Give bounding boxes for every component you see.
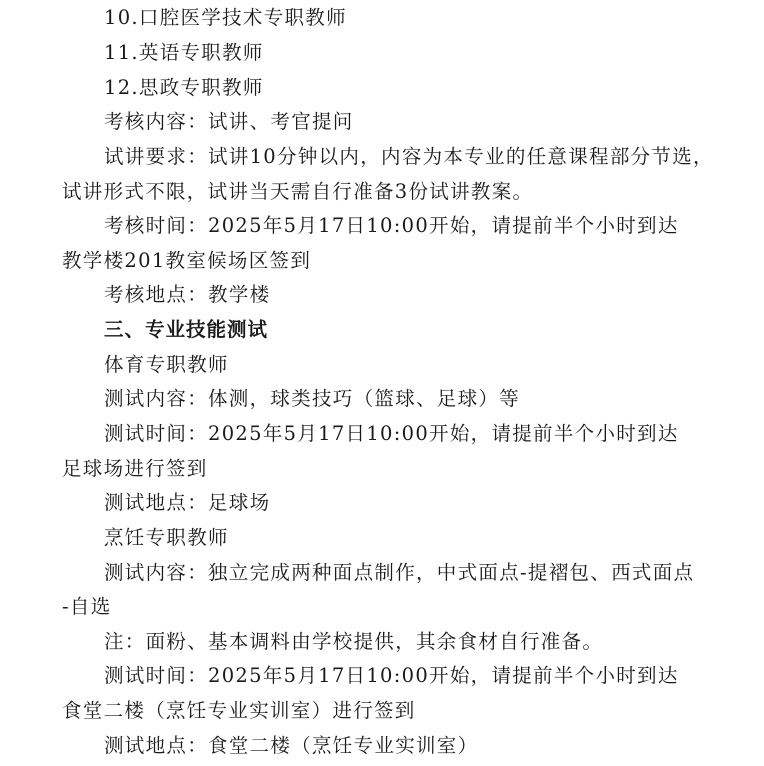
- pe-test-time-cont: 足球场进行签到: [62, 457, 208, 480]
- cooking-test-time-cont: 食堂二楼（烹饪专业实训室）进行签到: [62, 699, 416, 722]
- exam-time-cont: 教学楼201教室候场区签到: [62, 249, 312, 272]
- list-item-10: 10.口腔医学技术专职教师: [104, 6, 347, 29]
- section-heading-3: 三、专业技能测试: [104, 318, 269, 341]
- lecture-requirement-cont: 试讲形式不限，试讲当天需自行准备3份试讲教案。: [62, 180, 534, 203]
- pe-test-location: 测试地点：足球场: [104, 491, 271, 514]
- pe-test-content: 测试内容：体测，球类技巧（篮球、足球）等: [104, 387, 521, 410]
- pe-teacher-title: 体育专职教师: [104, 353, 229, 376]
- cooking-note: 注：面粉、基本调料由学校提供，其余食材自行准备。: [104, 630, 604, 653]
- cooking-test-time: 测试时间：2025年5月17日10:00开始，请提前半个小时到达: [104, 664, 679, 687]
- cooking-test-content-cont: -自选: [62, 595, 112, 618]
- exam-location: 考核地点：教学楼: [104, 283, 271, 306]
- exam-content: 考核内容：试讲、考官提问: [104, 110, 354, 133]
- exam-time: 考核时间：2025年5月17日10:00开始，请提前半个小时到达: [104, 214, 679, 237]
- list-item-11: 11.英语专职教师: [104, 41, 264, 64]
- cooking-test-location: 测试地点：食堂二楼（烹饪专业实训室）: [104, 734, 479, 757]
- pe-test-time: 测试时间：2025年5月17日10:00开始，请提前半个小时到达: [104, 422, 679, 445]
- cooking-teacher-title: 烹饪专职教师: [104, 526, 229, 549]
- list-item-12: 12.思政专职教师: [104, 76, 264, 99]
- lecture-requirement: 试讲要求：试讲10分钟以内，内容为本专业的任意课程部分节选，: [104, 145, 714, 168]
- cooking-test-content: 测试内容：独立完成两种面点制作，中式面点-提褶包、西式面点: [104, 561, 695, 584]
